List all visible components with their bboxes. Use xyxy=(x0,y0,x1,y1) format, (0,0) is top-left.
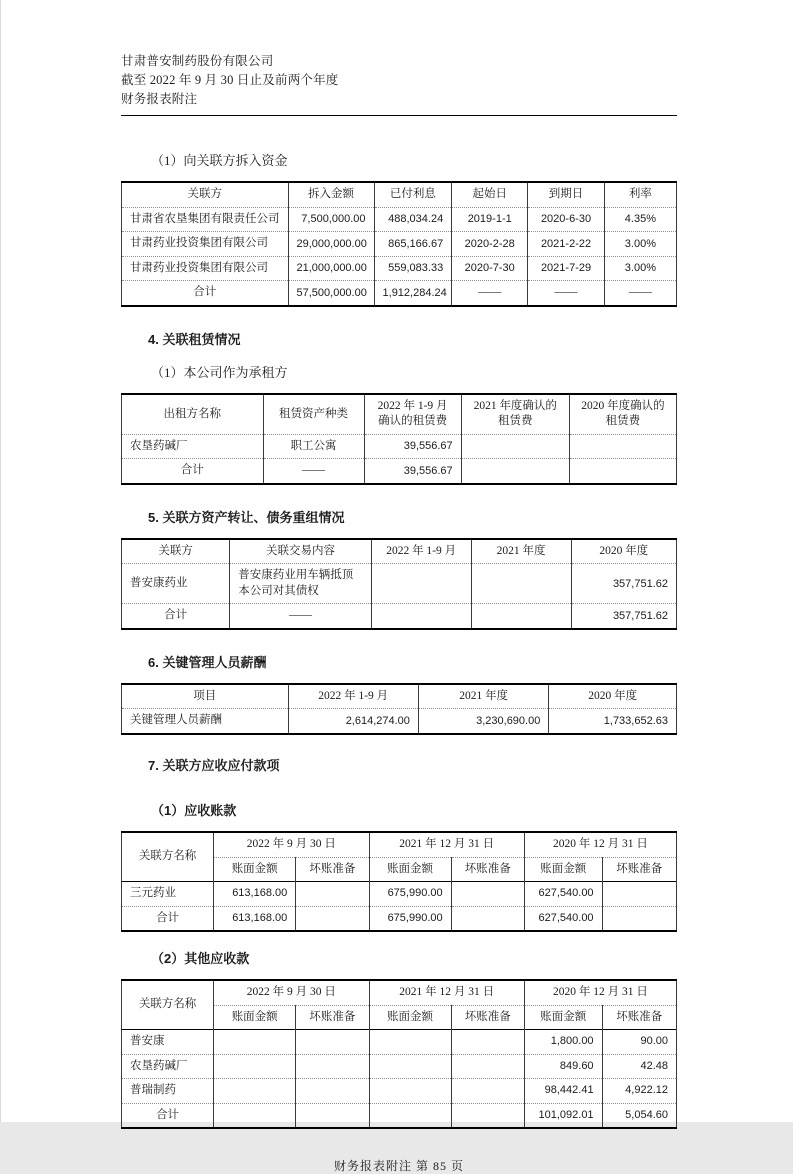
column-header: 2022 年 1-9 月确认的租赁费 xyxy=(364,394,461,435)
start-date-cell: 2020-2-28 xyxy=(452,232,528,257)
book-amount-cell: 1,800.00 xyxy=(524,1030,602,1055)
dash-cell: —— xyxy=(263,459,364,484)
page-content xyxy=(1,0,793,1174)
column-header: 2020 年度 xyxy=(571,539,676,564)
table-row xyxy=(122,709,677,734)
bad-debt-cell xyxy=(451,1030,524,1055)
item-label: 关键管理人员薪酬 xyxy=(122,709,289,734)
rate-cell: 3.00% xyxy=(604,256,676,281)
end-date-cell: 2020-6-30 xyxy=(528,207,605,232)
total-label: 合计 xyxy=(122,459,264,484)
table-header-row xyxy=(122,832,677,857)
table-row xyxy=(122,1054,677,1079)
header-divider xyxy=(121,115,677,116)
column-header: 关联方名称 xyxy=(122,980,214,1030)
table-row xyxy=(122,1030,677,1055)
total-row xyxy=(122,1103,677,1128)
column-header: 2021 年度 xyxy=(471,539,571,564)
column-header: 关联方 xyxy=(122,539,230,564)
column-header: 利率 xyxy=(604,182,676,207)
related-party-name: 普安康药业 xyxy=(122,564,230,604)
amount-cell xyxy=(471,564,571,604)
total-row xyxy=(122,281,677,306)
document-type: 财务报表附注 xyxy=(121,91,198,106)
amount-cell: 1,733,652.63 xyxy=(549,709,677,734)
book-amount-cell xyxy=(369,1079,451,1104)
rate-cell: 4.35% xyxy=(604,207,676,232)
column-header: 账面金额 xyxy=(214,1005,296,1030)
column-header: 坏账准备 xyxy=(602,1005,676,1030)
amount-cell xyxy=(371,564,471,604)
borrowed-funds-table xyxy=(121,181,677,307)
subsection-title-lessee: （1）本公司作为承租方 xyxy=(151,364,288,380)
related-party-name: 三元药业 xyxy=(122,882,214,907)
book-amount-cell xyxy=(369,1103,451,1128)
amount-cell: 357,751.62 xyxy=(571,564,676,604)
book-amount-cell: 613,168.00 xyxy=(214,882,296,907)
amount-cell: 21,000,000.00 xyxy=(288,256,374,281)
column-header: 拆入金额 xyxy=(288,182,374,207)
table-row xyxy=(122,1079,677,1104)
bad-debt-cell: 5,054.60 xyxy=(602,1103,676,1128)
related-party-name: 甘肃省农垦集团有限责任公司 xyxy=(122,207,289,232)
total-label: 合计 xyxy=(122,281,289,306)
book-amount-cell xyxy=(214,1079,296,1104)
bad-debt-cell xyxy=(602,882,676,907)
bad-debt-cell: 42.48 xyxy=(602,1054,676,1079)
table-header-row xyxy=(122,539,677,564)
column-header: 2020 年度 xyxy=(549,684,677,709)
bad-debt-cell xyxy=(296,882,369,907)
column-header: 出租方名称 xyxy=(122,394,264,435)
column-header: 2021 年度 xyxy=(418,684,548,709)
interest-cell: 488,034.24 xyxy=(374,207,452,232)
dash-cell: —— xyxy=(452,281,528,306)
book-amount-cell: 101,092.01 xyxy=(524,1103,602,1128)
dash-cell: —— xyxy=(604,281,676,306)
book-amount-cell: 98,442.41 xyxy=(524,1079,602,1104)
total-fee-cell: 39,556.67 xyxy=(364,459,461,484)
book-amount-cell xyxy=(369,1030,451,1055)
column-header: 关联方名称 xyxy=(122,832,214,882)
amount-cell: 3,230,690.00 xyxy=(418,709,548,734)
interest-cell: 559,083.33 xyxy=(374,256,452,281)
book-amount-cell: 675,990.00 xyxy=(369,882,451,907)
total-amount-cell: 57,500,000.00 xyxy=(288,281,374,306)
subsection-title-other-receivables: （2）其他应收款 xyxy=(151,951,250,967)
total-row xyxy=(122,459,677,484)
column-header: 租赁资产种类 xyxy=(263,394,364,435)
bad-debt-cell xyxy=(451,1079,524,1104)
interest-cell: 865,166.67 xyxy=(374,232,452,257)
column-header: 项目 xyxy=(122,684,289,709)
document-header xyxy=(121,52,677,108)
bad-debt-cell: 90.00 xyxy=(602,1030,676,1055)
transaction-description: 普安康药业用车辆抵顶本公司对其债权 xyxy=(230,564,372,604)
column-header: 坏账准备 xyxy=(296,1005,369,1030)
bad-debt-cell xyxy=(451,1103,524,1128)
subsection-title-accounts-receivable: （1）应收账款 xyxy=(151,802,237,818)
column-header: 账面金额 xyxy=(369,1005,451,1030)
table-header-row xyxy=(122,980,677,1005)
column-header: 关联交易内容 xyxy=(230,539,372,564)
page-footer: 财务报表附注 第 85 页 xyxy=(333,1159,464,1174)
rate-cell: 3.00% xyxy=(604,232,676,257)
book-amount-cell xyxy=(214,1054,296,1079)
column-header: 坏账准备 xyxy=(296,857,369,882)
related-party-name: 普瑞制药 xyxy=(122,1079,214,1104)
book-amount-cell xyxy=(214,1030,296,1055)
amount-cell: 7,500,000.00 xyxy=(288,207,374,232)
total-label: 合计 xyxy=(122,604,230,629)
table-row xyxy=(122,207,677,232)
end-date-cell: 2021-7-29 xyxy=(528,256,605,281)
total-interest-cell: 1,912,284.24 xyxy=(374,281,452,306)
total-fee-cell xyxy=(461,459,569,484)
total-amount-cell xyxy=(371,604,471,629)
table-row xyxy=(122,256,677,281)
book-amount-cell: 675,990.00 xyxy=(369,906,451,931)
book-amount-cell xyxy=(369,1054,451,1079)
date-group-header: 2022 年 9 月 30 日 xyxy=(214,980,369,1005)
fee-cell xyxy=(569,434,676,459)
asset-transfer-table xyxy=(121,538,677,630)
column-header: 坏账准备 xyxy=(451,1005,524,1030)
column-header: 坏账准备 xyxy=(602,857,676,882)
column-header: 2020 年度确认的租赁费 xyxy=(569,394,676,435)
book-amount-cell: 627,540.00 xyxy=(524,882,602,907)
bad-debt-cell xyxy=(296,906,369,931)
date-group-header: 2022 年 9 月 30 日 xyxy=(214,832,369,857)
total-row xyxy=(122,906,677,931)
column-header: 2022 年 1-9 月 xyxy=(371,539,471,564)
related-party-name: 甘肃药业投资集团有限公司 xyxy=(122,256,289,281)
bad-debt-cell xyxy=(602,906,676,931)
amount-cell: 2,614,274.00 xyxy=(288,709,418,734)
bad-debt-cell xyxy=(451,1054,524,1079)
other-receivables-table xyxy=(121,979,677,1129)
column-header: 已付利息 xyxy=(374,182,452,207)
date-group-header: 2021 年 12 月 31 日 xyxy=(369,980,524,1005)
table-row xyxy=(122,882,677,907)
bad-debt-cell xyxy=(296,1103,369,1128)
start-date-cell: 2020-7-30 xyxy=(452,256,528,281)
company-name: 甘肃普安制药股份有限公司 xyxy=(121,54,274,68)
section-title-key-management: 6. 关键管理人员薪酬 xyxy=(148,654,267,670)
date-group-header: 2020 年 12 月 31 日 xyxy=(524,980,676,1005)
fee-cell xyxy=(461,434,569,459)
report-period: 截至 2022 年 9 月 30 日止及前两个年度 xyxy=(121,72,339,87)
fee-cell: 39,556.67 xyxy=(364,434,461,459)
accounts-receivable-table xyxy=(121,831,677,932)
column-header: 账面金额 xyxy=(369,857,451,882)
section-title-transfer: 5. 关联方资产转让、债务重组情况 xyxy=(148,509,345,525)
column-header: 账面金额 xyxy=(524,857,602,882)
bad-debt-cell xyxy=(296,1054,369,1079)
related-party-name: 普安康 xyxy=(122,1030,214,1055)
total-fee-cell xyxy=(569,459,676,484)
column-header: 到期日 xyxy=(528,182,605,207)
subsection-title-borrowed-funds: （1）向关联方拆入资金 xyxy=(151,153,288,169)
lease-table xyxy=(121,393,677,485)
book-amount-cell: 613,168.00 xyxy=(214,906,296,931)
column-header: 账面金额 xyxy=(214,857,296,882)
total-amount-cell: 357,751.62 xyxy=(571,604,676,629)
total-label: 合计 xyxy=(122,906,214,931)
asset-type-cell: 职工公寓 xyxy=(263,434,364,459)
lessor-name: 农垦药碱厂 xyxy=(122,434,264,459)
book-amount-cell: 627,540.00 xyxy=(524,906,602,931)
table-row xyxy=(122,434,677,459)
end-date-cell: 2021-2-22 xyxy=(528,232,605,257)
column-header: 起始日 xyxy=(452,182,528,207)
key-management-pay-table xyxy=(121,683,677,735)
bad-debt-cell: 4,922.12 xyxy=(602,1079,676,1104)
book-amount-cell: 849.60 xyxy=(524,1054,602,1079)
column-header: 账面金额 xyxy=(524,1005,602,1030)
related-party-name: 农垦药碱厂 xyxy=(122,1054,214,1079)
bad-debt-cell xyxy=(296,1079,369,1104)
bad-debt-cell xyxy=(451,906,524,931)
column-header: 2021 年度确认的租赁费 xyxy=(461,394,569,435)
table-header-row xyxy=(122,182,677,207)
bad-debt-cell xyxy=(451,882,524,907)
section-title-balances: 7. 关联方应收应付款项 xyxy=(148,757,280,773)
bad-debt-cell xyxy=(296,1030,369,1055)
table-row xyxy=(122,564,677,604)
column-header: 2022 年 1-9 月 xyxy=(288,684,418,709)
table-header-row xyxy=(122,394,677,435)
total-amount-cell xyxy=(471,604,571,629)
related-party-name: 甘肃药业投资集团有限公司 xyxy=(122,232,289,257)
total-row xyxy=(122,604,677,629)
book-amount-cell xyxy=(214,1103,296,1128)
total-label: 合计 xyxy=(122,1103,214,1128)
amount-cell: 29,000,000.00 xyxy=(288,232,374,257)
section-title-lease: 4. 关联租赁情况 xyxy=(148,331,241,347)
dash-cell: —— xyxy=(230,604,372,629)
column-header: 坏账准备 xyxy=(451,857,524,882)
date-group-header: 2021 年 12 月 31 日 xyxy=(369,832,524,857)
table-row xyxy=(122,232,677,257)
date-group-header: 2020 年 12 月 31 日 xyxy=(524,832,676,857)
start-date-cell: 2019-1-1 xyxy=(452,207,528,232)
dash-cell: —— xyxy=(528,281,605,306)
table-header-row xyxy=(122,684,677,709)
column-header: 关联方 xyxy=(122,182,289,207)
